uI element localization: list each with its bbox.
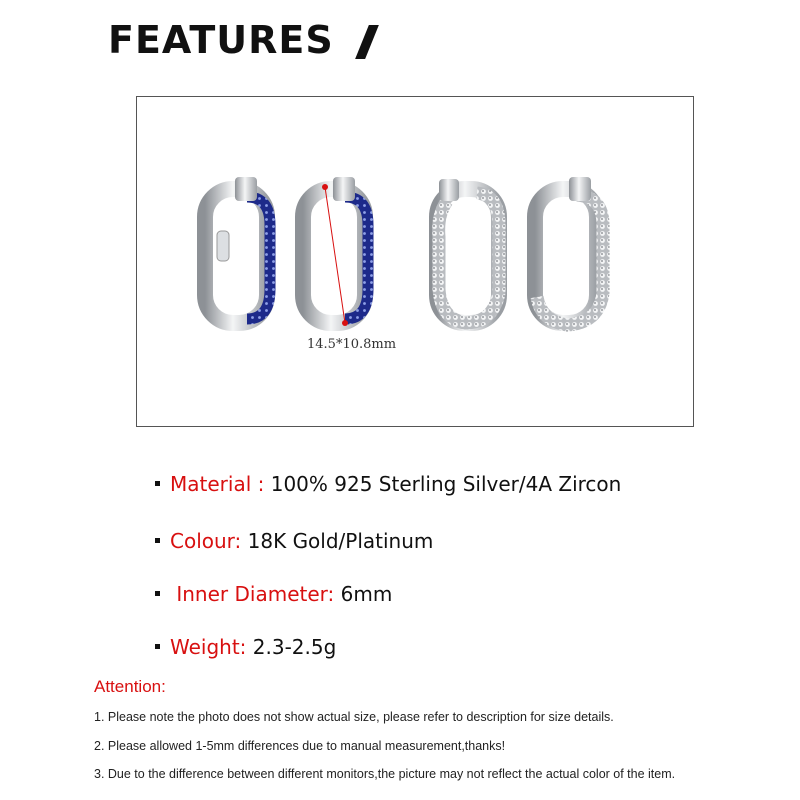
- earrings-illustration: [137, 97, 693, 426]
- bullet-icon: [155, 591, 160, 596]
- product-photo: [136, 96, 694, 427]
- note-2: 2. Please allowed 1-5mm differences due to manual measurement,thanks!: [94, 739, 506, 753]
- attention-title: Attention:: [94, 677, 166, 696]
- spec-colour: Colour: 18K Gold/Platinum: [155, 527, 433, 555]
- spec-inner-diameter: Inner Diameter: 6mm: [155, 580, 392, 608]
- earring-clear-1: [437, 179, 499, 323]
- note-1: 1. Please note the photo does not show actual size, please refer to description for size details.: [94, 710, 614, 724]
- earring-blue-2: [303, 177, 368, 326]
- bullet-icon: [155, 538, 160, 543]
- earring-blue-1: [205, 177, 270, 323]
- slash-mark: [355, 25, 379, 59]
- bullet-icon: [155, 481, 160, 486]
- spec-material: Material : 100% 925 Sterling Silver/4A Zircon: [155, 470, 621, 498]
- earring-clear-2: [535, 177, 603, 325]
- size-label: 14.5*10.8mm: [307, 337, 397, 352]
- spec-weight: Weight: 2.3-2.5g: [155, 633, 336, 661]
- features-title: FEATURES: [108, 18, 334, 62]
- bullet-icon: [155, 644, 160, 649]
- note-3: 3. Due to the difference between different monitors,the picture may not reflect the actual color of the item.: [94, 767, 676, 781]
